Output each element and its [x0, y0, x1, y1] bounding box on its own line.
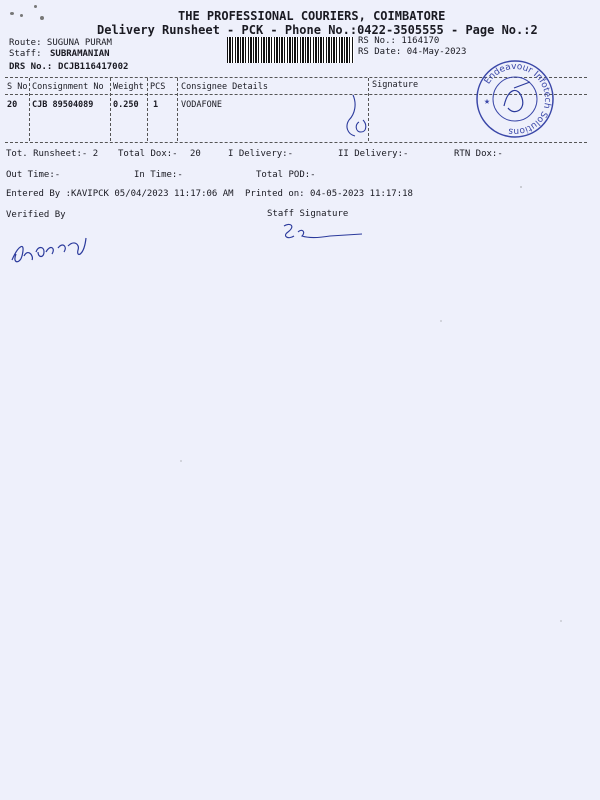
- scan-speck: [20, 14, 23, 17]
- cell-weight: 0.250: [113, 100, 139, 110]
- out-time: Out Time:-: [6, 170, 61, 180]
- col-header-signature: Signature: [372, 80, 419, 90]
- scan-speck: [560, 620, 562, 622]
- scan-speck: [34, 5, 37, 8]
- svg-text:★: ★: [484, 96, 491, 107]
- stamp-text: Endeavour Infotech Solutions: [482, 61, 553, 137]
- scan-speck: [10, 12, 14, 15]
- barcode: [227, 37, 354, 63]
- cell-consignment: CJB 89504089: [32, 100, 94, 110]
- staff-value: SUBRAMANIAN: [50, 49, 110, 59]
- scan-speck: [40, 16, 44, 20]
- col-header-consignment: Consignment No: [32, 82, 104, 92]
- staff-signature: [278, 222, 368, 244]
- col-header-weight: Weight: [113, 82, 144, 92]
- runsheet-subtitle: Delivery Runsheet - PCK - Phone No.:0422-3505555 - Page No.:2: [97, 23, 538, 37]
- total-dox-value: 20: [190, 149, 201, 159]
- column-divider: [177, 78, 178, 141]
- company-title: THE PROFESSIONAL COURIERS, COIMBATORE: [178, 9, 446, 23]
- total-dox-label: Total Dox:-: [118, 149, 178, 159]
- col-header-sno: S No: [7, 82, 28, 92]
- scan-speck: [520, 186, 522, 188]
- col-header-consignee: Consignee Details: [181, 82, 268, 92]
- drs-value: DCJB116417002: [58, 62, 129, 72]
- col-header-pcs: PCS: [150, 82, 166, 92]
- staff-label: Staff:: [9, 49, 42, 59]
- column-divider: [147, 78, 148, 141]
- entered-by: Entered By :KAVIPCK 05/04/2023 11:17:06 AM: [6, 189, 234, 199]
- route-label: Route: SUGUNA PURAM: [9, 38, 112, 48]
- rs-number: RS No.: 1164170: [358, 36, 440, 46]
- i-delivery: I Delivery:-: [228, 149, 294, 159]
- verified-signature: [8, 226, 90, 270]
- rtn-dox: RTN Dox:-: [454, 149, 503, 159]
- company-stamp: [474, 58, 556, 140]
- cell-pcs: 1: [153, 100, 159, 110]
- printed-on: Printed on: 04-05-2023 11:17:18: [245, 189, 413, 199]
- ii-delivery: II Delivery:-: [338, 149, 409, 159]
- table-bottom-rule: [5, 142, 587, 143]
- scan-speck: [440, 320, 442, 322]
- staff-signature-label: Staff Signature: [267, 209, 349, 219]
- cell-sno: 20: [7, 100, 18, 110]
- cell-consignee: VODAFONE: [181, 100, 222, 110]
- tot-runsheet: Tot. Runsheet:- 2: [6, 149, 99, 159]
- verified-by-label: Verified By: [6, 210, 66, 220]
- total-pod: Total POD:-: [256, 170, 316, 180]
- consignee-handwritten-mark: [335, 92, 375, 142]
- column-divider: [110, 78, 111, 141]
- in-time: In Time:-: [134, 170, 183, 180]
- scan-speck: [180, 460, 182, 462]
- column-divider: [29, 78, 30, 141]
- rs-date: RS Date: 04-May-2023: [358, 47, 467, 57]
- drs-label: DRS No.:: [9, 62, 53, 72]
